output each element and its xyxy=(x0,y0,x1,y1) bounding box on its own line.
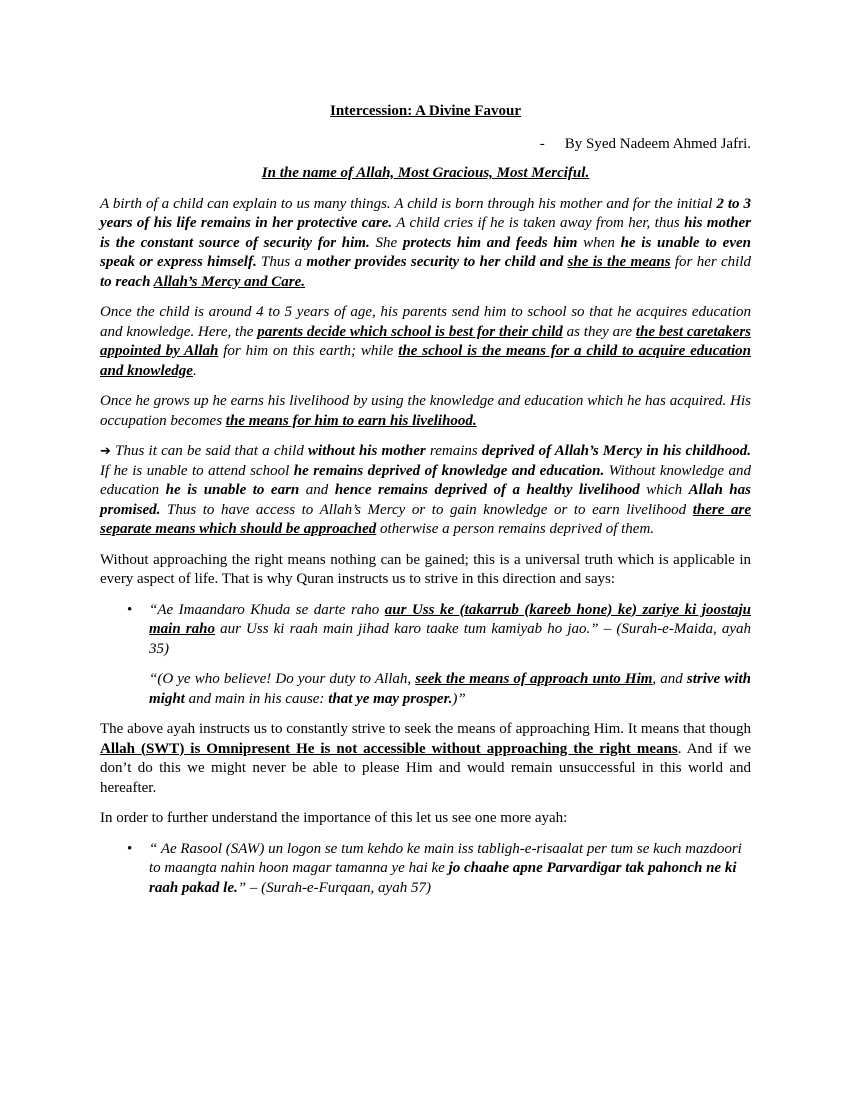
quote-furqaan-transliteration: • “ Ae Rasool (SAW) un logon se tum kehdo ke main iss tabligh-e-risaalat per tum se kuch mazdoori to maangta nahin hoon magar tamanna ye hai ke jo chaahe apne Parvardigar tak pahonch ne ki raah pakad le.” – (Surah-e-Furqaan, ayah 57) xyxy=(127,840,742,896)
bismillah-heading: In the name of Allah, Most Gracious, Most Merciful. xyxy=(261,165,590,181)
paragraph-school: Once the child is around 4 to 5 years of age, his parents send him to school so that he acquires education and knowledge. Here, the parents decide which school is best for their child as they are the best caretakers appointed by Allah for him on this earth; while the school is the means for a child to acquire education and knowledge. xyxy=(100,304,752,379)
quote-list-1 xyxy=(100,601,751,660)
document-body xyxy=(100,102,751,898)
paragraph-conclusion: ➔ Thus it can be said that a child without his mother remains deprived of Allah’s Mercy in his childhood. If he is unable to attend school he remains deprived of knowledge and education. Without knowledge and education he is unable to earn and hence remains deprived of a healthy livelihood which Allah has promised. Thus to have access to Allah’s Mercy or to gain knowledge or to earn livelihood there are separate means which should be approached otherwise a person remains deprived of them. xyxy=(100,443,751,537)
arrow-right-icon: ➔ xyxy=(100,444,111,459)
paragraph-livelihood: Once he grows up he earns his livelihood by using the knowledge and education which he has acquired. His occupation becomes the means for him to earn his livelihood. xyxy=(100,393,751,429)
author-line xyxy=(100,135,751,155)
document-title: Intercession: A Divine Favour xyxy=(330,103,521,119)
paragraph-further-understand: In order to further understand the importance of this let us see one more ayah: xyxy=(100,810,568,826)
author-name: By Syed Nadeem Ahmed Jafri. xyxy=(564,135,751,152)
author-dash: - xyxy=(539,135,545,152)
quote-maida-transliteration: • “Ae Imaandaro Khuda se darte raho aur Uss ke (takarrub (kareeb hone) ke) zariye ki joostaju main raho aur Uss ki raah main jihad karo taake tum kamiyab ho jao.” – (Surah-e-Maida, ayah 35) xyxy=(127,601,751,657)
quote-list-2 xyxy=(100,840,751,899)
bullet-icon: • xyxy=(127,601,133,618)
paragraph-universal-truth: Without approaching the right means nothing can be gained; this is a universal truth which is applicable in every aspect of life. That is why Quran instructs us to strive in this direction and says: xyxy=(100,551,751,587)
paragraph-omnipresent: The above ayah instructs us to constantly strive to seek the means of approaching Him. It means that though Allah (SWT) is Omnipresent He is not accessible without approaching the right means. And if we don’t do this we might never be able to please Him and would remain unsuccessful in this world and hereafter. xyxy=(100,721,751,796)
bullet-icon: • xyxy=(127,840,133,857)
quote-maida-translation: “(O ye who believe! Do your duty to Allah, seek the means of approach unto Him, and strive with might and main in his cause: that ye may prosper.)” xyxy=(149,671,751,707)
paragraph-birth-of-child: A birth of a child can explain to us many things. A child is born through his mother and for the initial 2 to 3 years of his life remains in her protective care. A child cries if he is taken away from her, thus his mother is the constant source of security for him. She protects him and feeds him when he is unable to even speak or express himself. Thus a mother provides security to her child and she is the means for her child to reach Allah’s Mercy and Care. xyxy=(100,195,752,290)
